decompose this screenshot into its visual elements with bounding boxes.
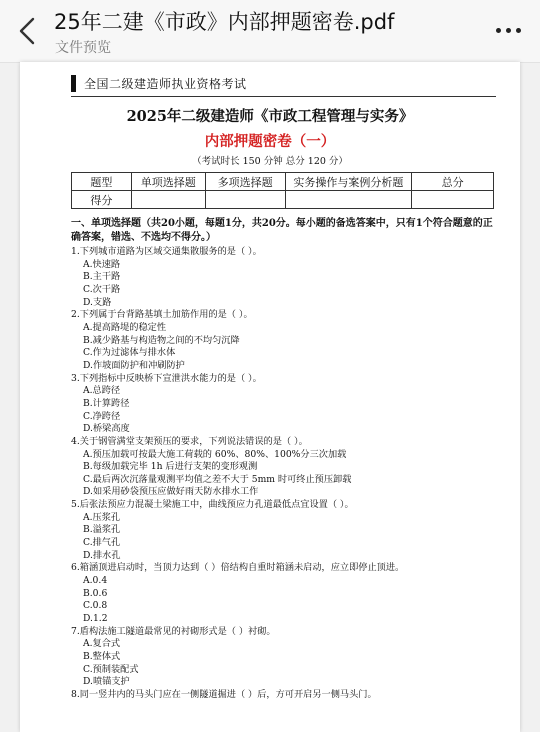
score-cell <box>205 191 285 209</box>
file-title: 25年二建《市政》内部押题密卷.pdf <box>54 10 395 34</box>
score-table-header: 多项选择题 <box>205 173 285 191</box>
question-option: B.每级加载完毕 1h 后进行支架的变形观测 <box>83 461 258 473</box>
question-option: B.主干路 <box>83 271 121 283</box>
score-table-header-row <box>72 173 494 191</box>
more-dot-icon <box>506 28 511 33</box>
question-option: C.净跨径 <box>83 410 121 422</box>
question-option: D.支路 <box>83 296 112 308</box>
question-option: B.计算跨径 <box>83 397 130 409</box>
question-stem: 3.下列指标中反映桥下宣泄洪水能力的是（ ）。 <box>71 372 262 384</box>
question-option: C.最后两次沉落量观测平均值之差不大于 5mm 时可终止预压卸载 <box>83 473 352 485</box>
question-stem: 5.后张法预应力混凝土梁施工中，曲线预应力孔道最低点宜设置（ ）。 <box>71 499 354 511</box>
back-button[interactable] <box>14 14 40 48</box>
score-row-label: 得分 <box>72 191 132 209</box>
question-option: C.次干路 <box>83 283 121 295</box>
question-option: C.0.8 <box>83 600 108 612</box>
question-list <box>71 246 501 702</box>
question-stem: 4.关于钢管满堂支架预压的要求，下列说法错误的是（ ）。 <box>71 435 308 447</box>
question-option: C.预制装配式 <box>83 663 139 675</box>
document-page[interactable] <box>20 62 520 732</box>
header-bar-mark <box>71 75 76 92</box>
file-subtitle: 文件预览 <box>55 40 111 56</box>
exam-header <box>71 75 247 92</box>
score-table-row <box>72 191 494 209</box>
question-option: B.0.6 <box>83 587 108 599</box>
score-table-header: 题型 <box>72 173 132 191</box>
question-stem: 2.下列属于台背路基填土加筋作用的是（ ）。 <box>71 309 253 321</box>
question-option: B.溢浆孔 <box>83 524 121 536</box>
question-option: D.喷锚支护 <box>83 676 130 688</box>
score-table <box>71 172 494 209</box>
question-option: C.排气孔 <box>83 537 121 549</box>
question-option: C.作为过滤体与排水体 <box>83 347 176 359</box>
question-option: B.减少路基与构造物之间的不均匀沉降 <box>83 334 240 346</box>
score-cell <box>285 191 412 209</box>
more-options-button[interactable] <box>488 18 528 42</box>
question-option: A.快速路 <box>83 258 121 270</box>
question-option: D.作坡面防护和冲刷防护 <box>83 359 185 371</box>
question-stem: 1.下列城市道路为区域交通集散服务的是（ ）。 <box>71 246 262 257</box>
question-option: D.排水孔 <box>83 549 121 561</box>
question-option: A.压浆孔 <box>83 511 121 523</box>
score-cell <box>412 191 494 209</box>
question-option: A.提高路堤的稳定性 <box>83 321 167 333</box>
document-subtitle: 内部押题密卷（一） <box>204 133 336 150</box>
question-option: A.预压加载可按最大施工荷载的 60%、80%、100%分三次加载 <box>83 448 347 460</box>
score-cell <box>131 191 205 209</box>
more-dot-icon <box>516 28 521 33</box>
chevron-left-icon <box>18 17 36 45</box>
question-option: D.桥梁高度 <box>83 423 130 435</box>
more-dot-icon <box>496 28 501 33</box>
question-stem: 7.盾构法施工隧道最常见的衬砌形式是（ ）衬砌。 <box>71 625 276 637</box>
score-table-header: 总分 <box>412 173 494 191</box>
question-option: D.如采用砂袋预压应做好雨天防水排水工作 <box>83 486 259 498</box>
exam-info: （考试时长 150 分钟 总分 120 分） <box>192 156 348 167</box>
exam-header-text: 全国二级建造师执业资格考试 <box>84 77 247 91</box>
question-option: A.0.4 <box>83 575 108 587</box>
question-option: D.1.2 <box>83 613 108 625</box>
question-stem: 8.同一竖井内的马头门应在一侧隧道掘进（ ）后，方可开启另一侧马头门。 <box>71 688 377 700</box>
score-table-header: 实务操作与案例分析题 <box>285 173 412 191</box>
question-option: A.总跨径 <box>83 385 121 397</box>
document-title: 2025年二级建造师《市政工程管理与实务》 <box>126 108 414 125</box>
app-bar <box>0 0 540 63</box>
score-table-header: 单项选择题 <box>131 173 205 191</box>
header-divider <box>71 96 496 97</box>
section-heading: 一、单项选择题（共20小题，每题1分，共20分。每小题的备选答案中，只有1个符合题意的正确答案，错选、不选均不得分。） <box>71 218 493 243</box>
question-option: B.整体式 <box>83 651 121 662</box>
question-stem: 6.箱涵顶进启动时，当顶力达到（ ）倍结构自重时箱涵未启动，应立即停止顶进。 <box>71 562 405 574</box>
question-option: A.复合式 <box>83 638 121 650</box>
